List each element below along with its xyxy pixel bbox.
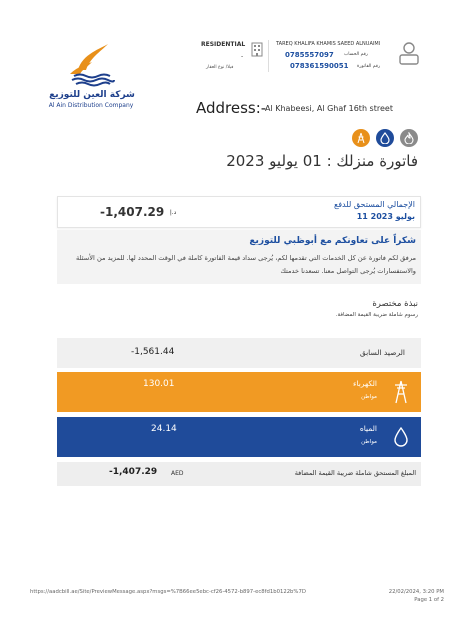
thanks-title: شكراً على تعاونكم مع أبوظبي للتوزيع: [249, 236, 416, 246]
footer-date: 22/02/2024, 3:20 PM: [388, 589, 444, 595]
electricity-filter-button[interactable]: [352, 129, 370, 147]
gas-filter-button[interactable]: [400, 129, 418, 147]
company-name-arabic: شركة العين للتوزيع: [49, 90, 135, 100]
building-icon: [250, 41, 264, 57]
total-amount-currency: AED: [171, 470, 184, 477]
property-type: RESIDENTIAL: [201, 41, 246, 48]
customer-name: TAREQ KHALIFA KHAMIS SAEED ALNUAIMI: [276, 41, 381, 47]
previous-balance-row: [57, 338, 421, 368]
water-category: مواطن: [361, 439, 377, 445]
account-number: 0785557097: [285, 51, 334, 59]
total-amount-row: [57, 462, 421, 486]
gas-flame-icon: [403, 132, 415, 144]
water-drop-icon: [379, 132, 391, 144]
previous-balance-label: الرصيد السابق: [359, 348, 405, 357]
company-name-english: Al Ain Distribution Company: [48, 102, 134, 109]
electricity-value: 130.01: [143, 379, 175, 389]
water-filter-button[interactable]: [376, 129, 394, 147]
total-due-label: الإجمالي المستحق للدفع: [333, 200, 415, 209]
address-label: Address:-: [196, 99, 267, 117]
user-icon: [398, 41, 420, 65]
electricity-row[interactable]: [57, 372, 421, 412]
total-amount-value: -1,407.29: [109, 467, 158, 477]
invoice-number: 078361590051: [290, 62, 349, 70]
water-value: 24.14: [151, 424, 177, 434]
property-type-label: فيلا/ نوع العقار: [206, 65, 234, 70]
header-divider: [268, 40, 269, 72]
thanks-text: مرفق لكم فاتورة عن كل الخدمات التي تقدمها لكم، يُرجى سداد قيمة الفاتورة كاملة في الوقت المحدد لها. للمزيد من الأسئلة والاستفسارات يُرجى التواصل معنا. تسعدنا خدمتك: [76, 254, 416, 275]
total-due-amount: -1,407.29: [100, 205, 165, 219]
thanks-panel: [57, 230, 421, 284]
brief-subtitle: رسوم شاملة ضريبة القيمة المضافة.: [335, 312, 418, 318]
previous-balance-value: -1,561.44: [131, 347, 175, 357]
total-due-currency: د.إ: [170, 209, 177, 216]
account-number-label: رقم الحساب: [344, 52, 368, 57]
total-due-card: [57, 196, 421, 228]
address-value: Al Khabeesi, Al Ghaf 16th street: [265, 104, 393, 113]
footer-url[interactable]: https://aadcbill.ae/Site/PreviewMessage.aspx?msgs=%7B66ee5ebc-cf26-4572-b897-ec8fd1b0122b%7D: [30, 589, 306, 595]
company-logo-icon: [64, 40, 120, 90]
due-date: بوليو 2023 11: [356, 212, 415, 221]
property-value: -: [241, 53, 244, 60]
water-row[interactable]: [57, 417, 421, 457]
electricity-tower-icon: [355, 132, 367, 144]
water-label: المياه: [359, 424, 377, 433]
total-amount-label: المبلغ المستحق شاملة ضريبة القيمة المضافة: [294, 469, 416, 477]
footer-page-number: Page 1 of 2: [414, 597, 444, 603]
invoice-number-label: رقم الفاتورة: [357, 64, 381, 69]
page-title: فاتورة منزلك : 01 يوليو 2023: [226, 152, 418, 170]
water-drop-icon: [393, 425, 409, 449]
brief-title: نبذة مختصرة: [372, 299, 418, 309]
electricity-category: مواطن: [361, 394, 377, 400]
electricity-label: الكهرباء: [352, 379, 377, 388]
electricity-tower-icon: [393, 380, 409, 404]
